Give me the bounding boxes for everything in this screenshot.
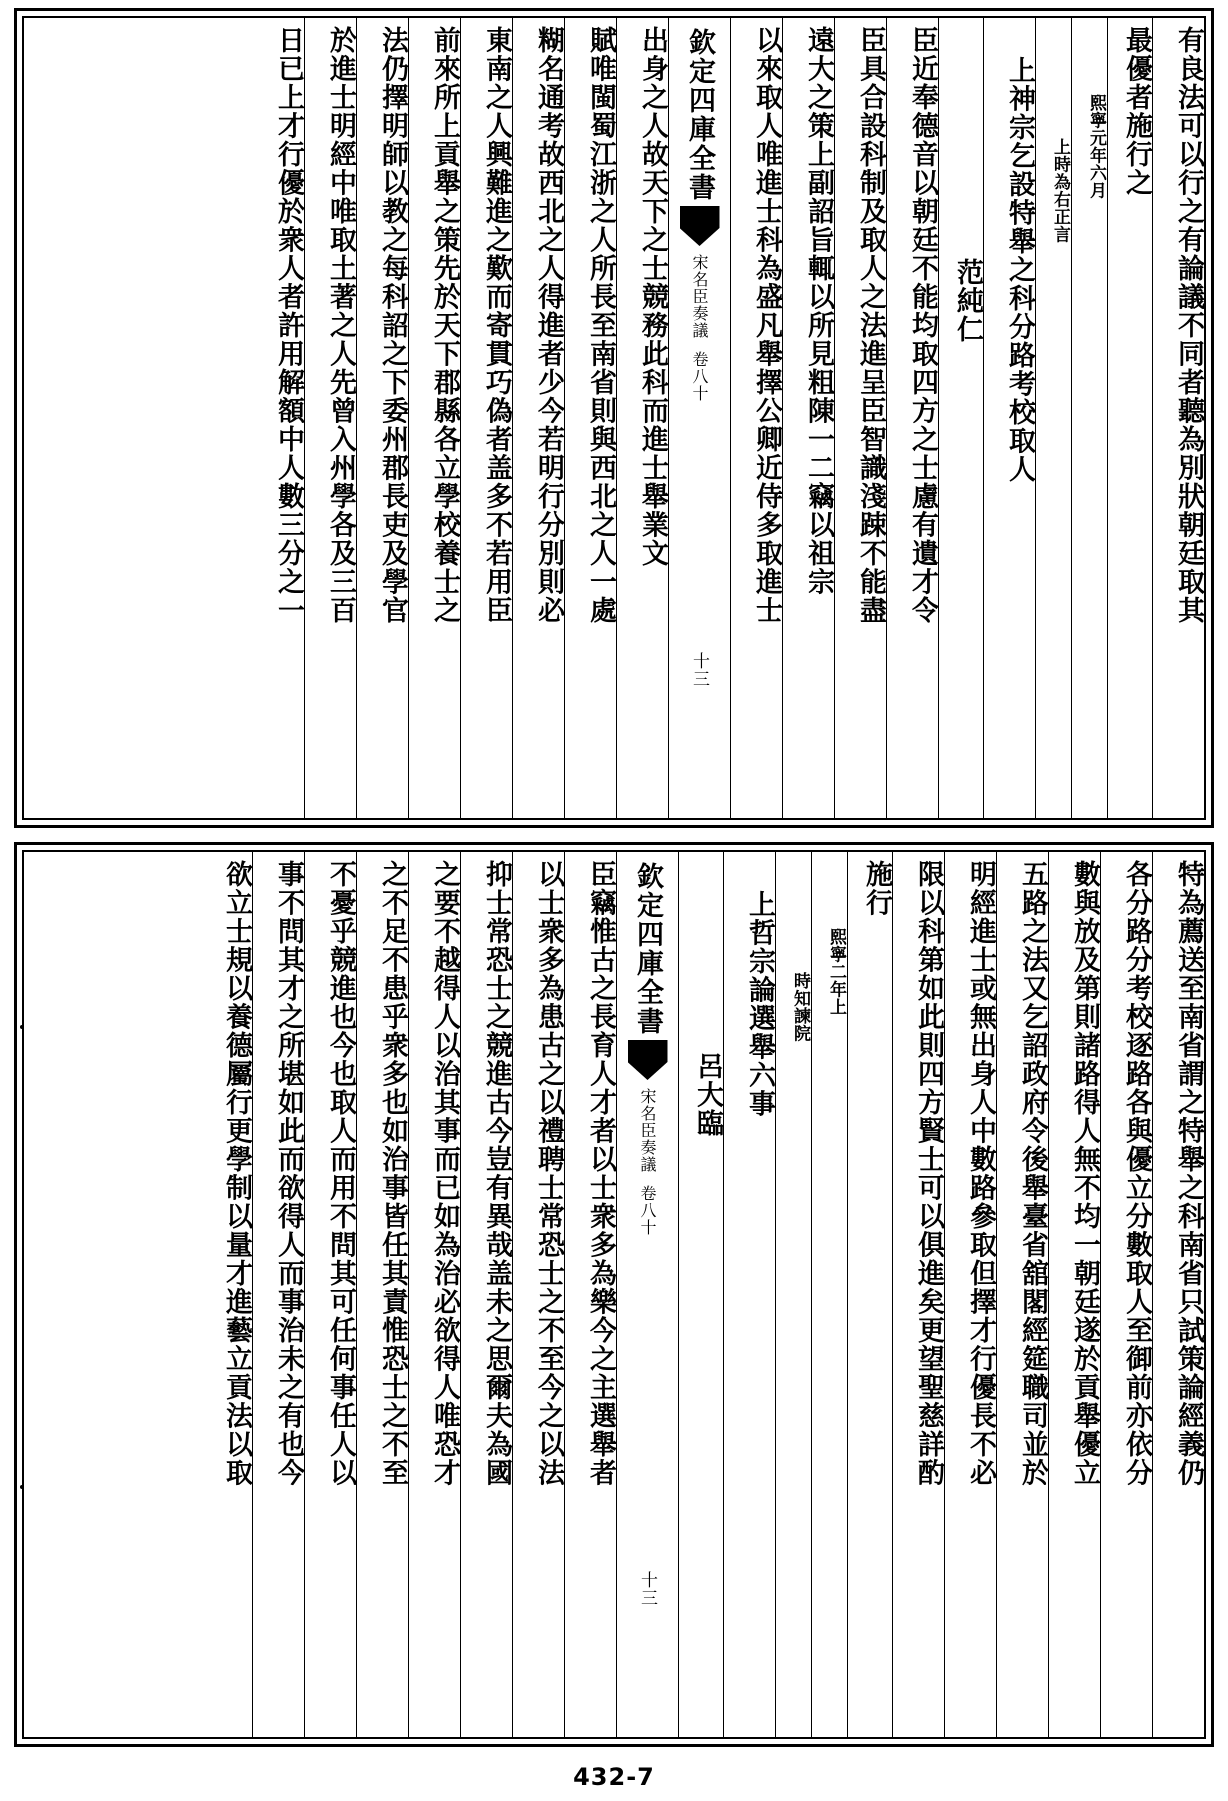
office-note: 上時為右正言 [1050, 138, 1070, 243]
bottom-text-block [14, 842, 1214, 1747]
section-heading: 上哲宗論選舉六事 [723, 852, 775, 1737]
annotation-column [1071, 18, 1107, 818]
text-column: 限以科第如此則四方賢士可以俱進矣更望聖慈詳酌 [892, 852, 944, 1737]
series-note: 宋名臣奏議 [638, 1088, 657, 1173]
text-column: 前來所上貢舉之策先於天下郡縣各立學校養士之 [408, 18, 460, 818]
series-note: 宋名臣奏議 [690, 254, 709, 339]
text-column: 之不足不患乎衆多也如治事皆任其責惟恐士之不至 [356, 852, 408, 1737]
office-note: 時知諫院 [790, 972, 810, 1042]
text-column: 以來取人唯進士科為盛凡舉擇公卿近侍多取進士 [730, 18, 782, 818]
text-column: 臣竊惟古之長育人才者以士衆多為樂今之主選舉者 [564, 852, 616, 1737]
text-column: 於進士明經中唯取土著之人先曾入州學各及三百 [304, 18, 356, 818]
text-column: 日已上才行優於衆人者許用解額中人數三分之一 [273, 26, 304, 625]
text-column: 糊名通考故西北之人得進者少今若明行分別則必 [512, 18, 564, 818]
text-column: 欲立士規以養德屬行更學制以量才進藝立貢法以取 [221, 860, 252, 1487]
text-column: 特為薦送至南省謂之特舉之科南省只試策論經義仍 [1152, 852, 1204, 1737]
date-note: 熙寧元年六月 [1086, 94, 1106, 199]
text-column: 法仍擇明師以教之每科詔之下委州郡長吏及學官 [356, 18, 408, 818]
bottom-block-inner [22, 850, 1206, 1739]
spine-marker [668, 18, 730, 818]
text-column: 東南之人興難進之歎而寄貫巧偽者盖多不若用臣 [460, 18, 512, 818]
annotation-column-office [775, 852, 811, 1737]
collection-title: 欽定四庫全書 [632, 862, 663, 1036]
annotation-column-office [1035, 18, 1071, 818]
text-column: 抑士常恐士之競進古今豈有異哉盖未之思爾夫為國 [460, 852, 512, 1737]
text-column: 有良法可以行之有論議不同者聽為別狀朝廷取其 [1152, 18, 1204, 818]
text-column: 事不問其才之所堪如此而欲得人而事治未之有也今 [252, 852, 304, 1737]
text-column: 以士衆多為患古之以禮聘士常恐士之不至今之以法 [512, 852, 564, 1737]
fish-tail-icon [628, 1040, 668, 1080]
text-column: 數與放及第則諸路得人無不均一朝廷遂於貢舉優立 [1048, 852, 1100, 1737]
annotation-column [811, 852, 847, 1737]
text-column: 各分路分考校逐路各與優立分數取人至御前亦依分 [1100, 852, 1152, 1737]
author-name: 范純仁 [938, 18, 983, 818]
juan-number: 卷八十 [638, 1185, 657, 1236]
leaf-number: 十三 [689, 652, 709, 688]
text-column: 遠大之策上副詔旨輒以所見粗陳一二竊以祖宗 [782, 18, 834, 818]
margin-dot [20, 1485, 24, 1489]
collection-title: 欽定四庫全書 [684, 28, 715, 202]
fish-tail-icon [680, 206, 720, 246]
top-block-inner [22, 16, 1206, 820]
juan-number: 卷八十 [690, 351, 709, 402]
text-column: 最優者施行之 [1107, 18, 1152, 818]
margin-dot [20, 1025, 24, 1029]
text-column: 之要不越得人以治其事而已如為治必欲得人唯恐才 [408, 852, 460, 1737]
top-text-block [14, 8, 1214, 828]
page-number: 432-7 [573, 1763, 655, 1791]
text-column: 施行 [847, 852, 892, 1737]
text-column: 明經進士或無出身人中數路參取但擇才行優長不必 [944, 852, 996, 1737]
text-column: 不憂乎競進也今也取人而用不問其可任何事任人以 [304, 852, 356, 1737]
section-heading: 上神宗乞設特舉之科分路考校取人 [983, 18, 1035, 818]
text-column: 出身之人故天下之士競務此科而進士舉業文 [616, 18, 668, 818]
text-column: 五路之法又乞詔政府令後舉臺省舘閣經筵職司並於 [996, 852, 1048, 1737]
date-note: 熙寧二年上 [826, 928, 846, 1016]
leaf-number: 十三 [637, 1571, 657, 1607]
spine-marker [616, 852, 678, 1737]
text-column: 賦唯閩蜀江浙之人所長至南省則與西北之人一處 [564, 18, 616, 818]
author-name: 呂大臨 [678, 852, 723, 1737]
text-column: 臣具合設科制及取人之法進呈臣智識淺踈不能盡 [834, 18, 886, 818]
text-column: 臣近奉德音以朝廷不能均取四方之士慮有遺才令 [886, 18, 938, 818]
